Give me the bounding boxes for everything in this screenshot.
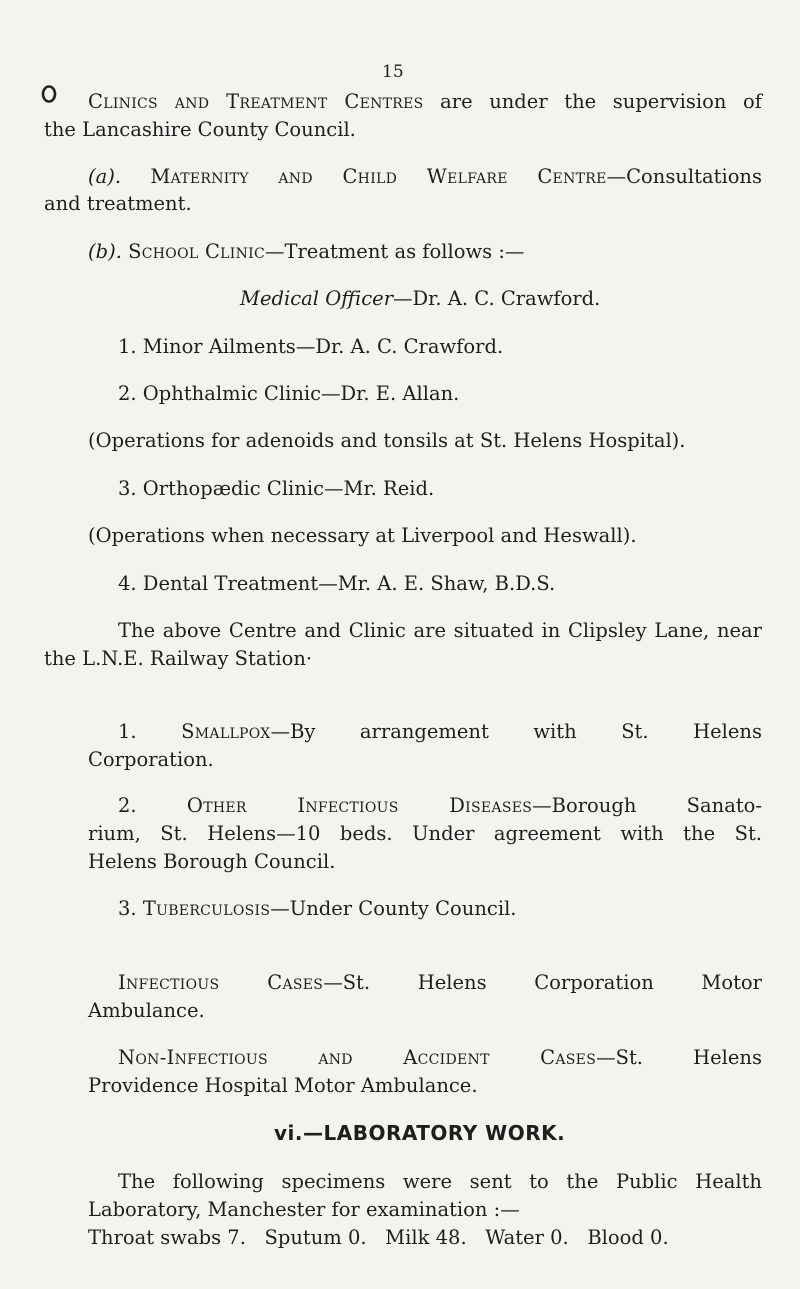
clinics-heading: Clinics and Treatment Centres — [88, 90, 424, 113]
infectious-ambulance-paragraph — [118, 970, 762, 996]
laboratory-line1: The following specimens were sent to the Public Health — [118, 1170, 762, 1193]
tuberculosis-paragraph — [118, 896, 517, 922]
maternity-text: —Consultations — [606, 165, 763, 188]
noninfectious-ambulance-line2: Providence Hospital Motor Ambulance. — [88, 1074, 478, 1097]
noninfectious-ambulance-paragraph — [118, 1045, 762, 1071]
treatment-item: 3. Orthopædic Clinic—Mr. Reid. — [118, 477, 435, 500]
smallpox-line2: Corporation. — [88, 748, 214, 771]
smallpox-num: 1. — [118, 720, 137, 743]
clinics-intro-text: are under the supervision of — [440, 90, 762, 113]
treatment-item: 2. Ophthalmic Clinic—Dr. E. Allan. — [118, 382, 460, 405]
infectious-cases-heading: Infectious Cases — [118, 971, 324, 994]
maternity-paragraph — [88, 164, 762, 190]
infectious-line3: Helens Borough Council. — [88, 850, 336, 873]
infectious-num: 2. — [118, 794, 137, 817]
noninfectious-text: —St. Helens — [596, 1046, 763, 1069]
infectious-heading: Other Infectious Diseases — [186, 794, 533, 817]
infectious-cases-text: —St. Helens Corporation Motor — [323, 971, 762, 994]
infectious-text: —Borough Sanato- — [532, 794, 763, 817]
school-clinic-paragraph — [88, 239, 524, 265]
maternity-label: (a). — [88, 165, 122, 188]
ring-mark-icon — [40, 84, 58, 104]
page-number: 15 — [382, 62, 404, 82]
noninfectious-heading: Non-Infectious and Accident Cases — [118, 1046, 597, 1069]
treatment-note: (Operations when necessary at Liverpool and Heswall). — [88, 524, 637, 547]
treatment-note: (Operations for adenoids and tonsils at St. Helens Hospital). — [88, 429, 686, 452]
medical-officer-line — [240, 286, 600, 312]
tb-text: —Under County Council. — [270, 897, 517, 920]
infectious-line2: rium, St. Helens—10 beds. Under agreement with the St. — [88, 822, 762, 845]
smallpox-paragraph — [118, 719, 762, 745]
clinics-intro-line2: the Lancashire County Council. — [44, 118, 356, 141]
smallpox-heading: Smallpox — [181, 720, 271, 743]
medical-officer-name: —Dr. A. C. Crawford. — [393, 287, 601, 310]
laboratory-heading: vi.—LABORATORY WORK. — [274, 1121, 566, 1145]
location-line2: the L.N.E. Railway Station· — [44, 647, 313, 670]
treatment-item: 1. Minor Ailments—Dr. A. C. Crawford. — [118, 335, 504, 358]
clinics-intro — [88, 89, 762, 115]
infectious-diseases-paragraph — [118, 793, 762, 819]
smallpox-text: —By arrangement with St. Helens — [270, 720, 762, 743]
school-label: (b). — [88, 240, 122, 263]
infectious-ambulance-line2: Ambulance. — [88, 999, 205, 1022]
location-line1: The above Centre and Clinic are situated in Clipsley Lane, near — [118, 619, 762, 642]
medical-officer-label: Medical Officer — [240, 287, 394, 310]
laboratory-line2: Laboratory, Manchester for examination :— — [88, 1198, 520, 1221]
maternity-heading: Maternity and Child Welfare Centre — [150, 165, 607, 188]
tb-num: 3. — [118, 897, 137, 920]
school-text: —Treatment as follows :— — [264, 240, 525, 263]
treatment-item: 4. Dental Treatment—Mr. A. E. Shaw, B.D.S. — [118, 572, 556, 595]
school-heading: School Clinic — [128, 240, 265, 263]
tb-heading: Tuberculosis — [142, 897, 271, 920]
laboratory-specimens: Throat swabs 7. Sputum 0. Milk 48. Water 0. Blood 0. — [88, 1226, 669, 1249]
maternity-line2: and treatment. — [44, 192, 192, 215]
